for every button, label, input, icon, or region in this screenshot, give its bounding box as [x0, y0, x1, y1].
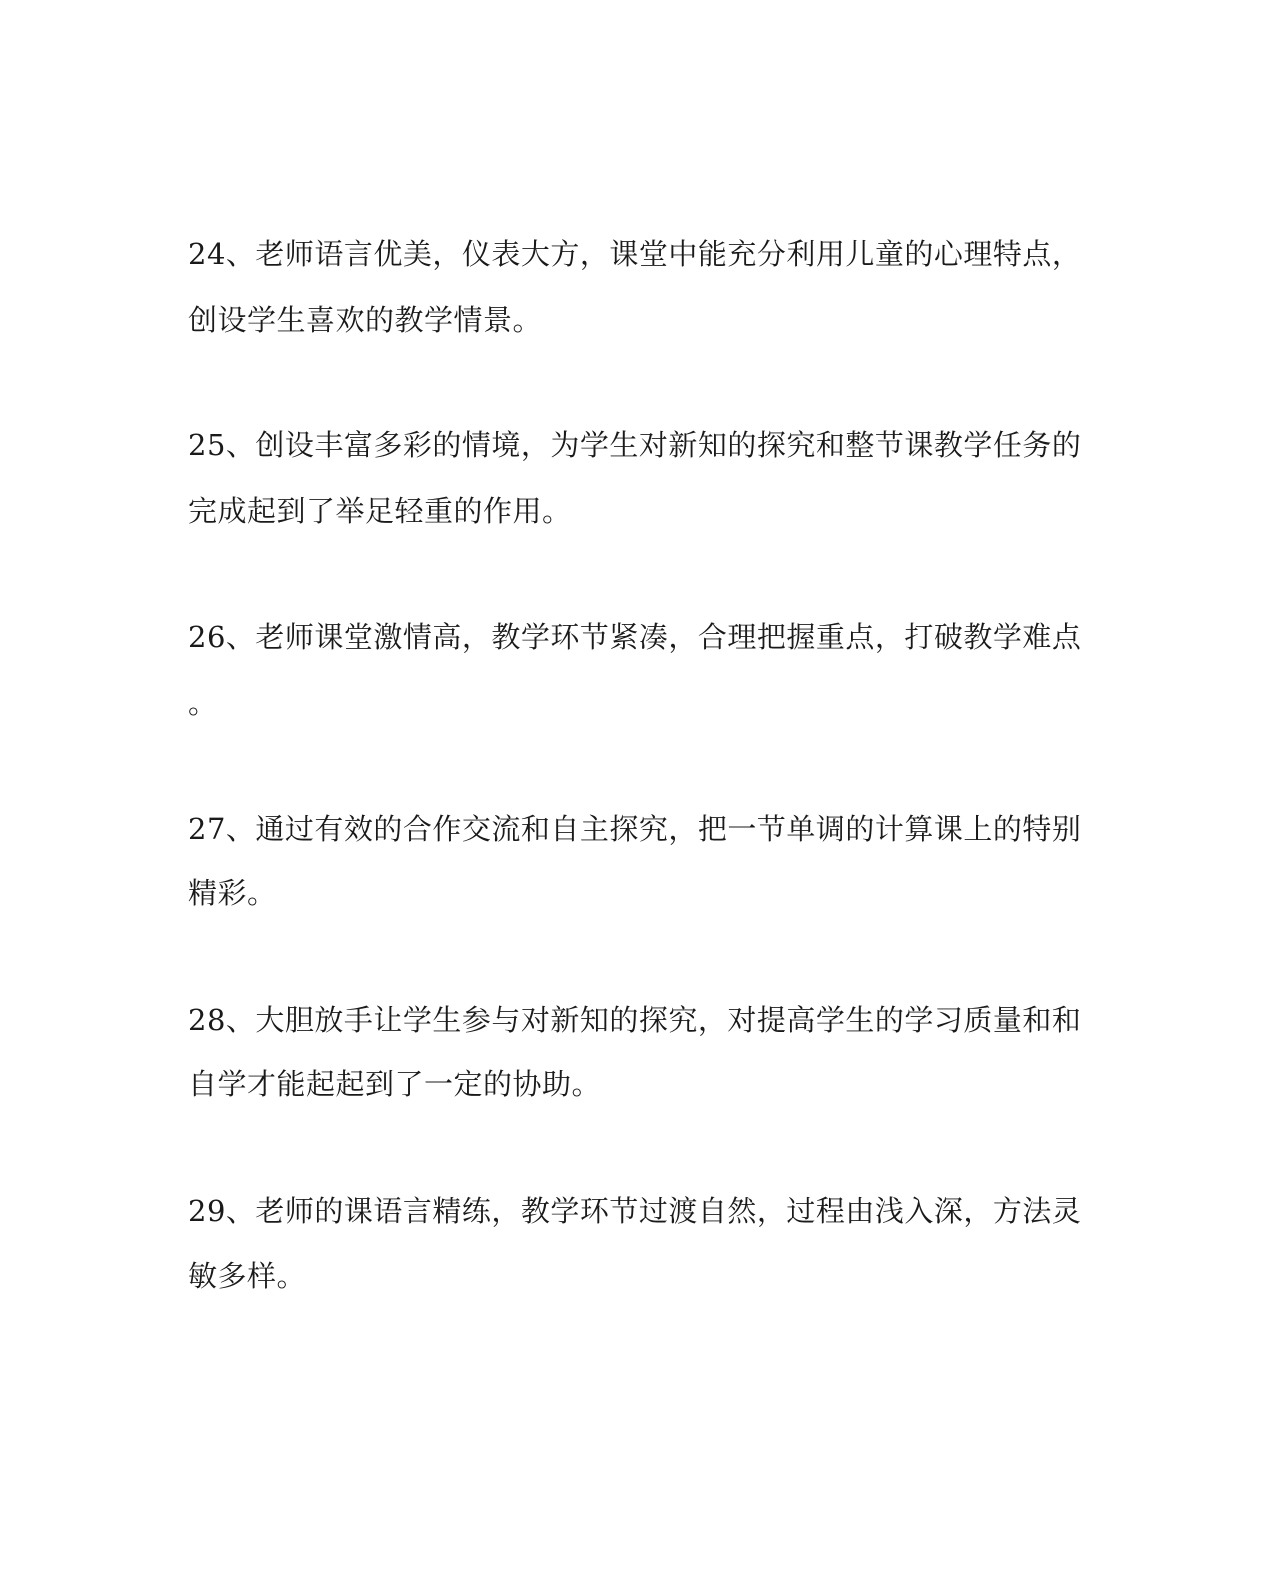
paragraph-line: 自学才能起起到了一定的协助。	[188, 1067, 602, 1101]
paragraph-line: 创设学生喜欢的教学情景。	[188, 303, 543, 337]
paragraph-line: 29、老师的课语言精练，教学环节过渡自然，过程由浅入深，方法灵	[188, 1194, 1082, 1228]
paragraph-line: 完成起到了举足轻重的作用。	[188, 494, 572, 528]
paragraph-line: 26、老师课堂激情高，教学环节紧凑，合理把握重点，打破教学难点	[188, 620, 1082, 654]
paragraph-line: 。	[188, 686, 218, 720]
paragraph-line: 精彩。	[188, 876, 277, 910]
paragraph-line: 24、老师语言优美，仪表大方，课堂中能充分利用儿童的心理特点，	[188, 237, 1082, 271]
paragraph-line: 27、通过有效的合作交流和自主探究，把一节单调的计算课上的特别	[188, 812, 1082, 846]
paragraph-line: 25、创设丰富多彩的情境，为学生对新知的探究和整节课教学任务的	[188, 428, 1082, 462]
paragraph-line: 28、大胆放手让学生参与对新知的探究，对提高学生的学习质量和和	[188, 1003, 1082, 1037]
paragraph-line: 敏多样。	[188, 1259, 307, 1293]
